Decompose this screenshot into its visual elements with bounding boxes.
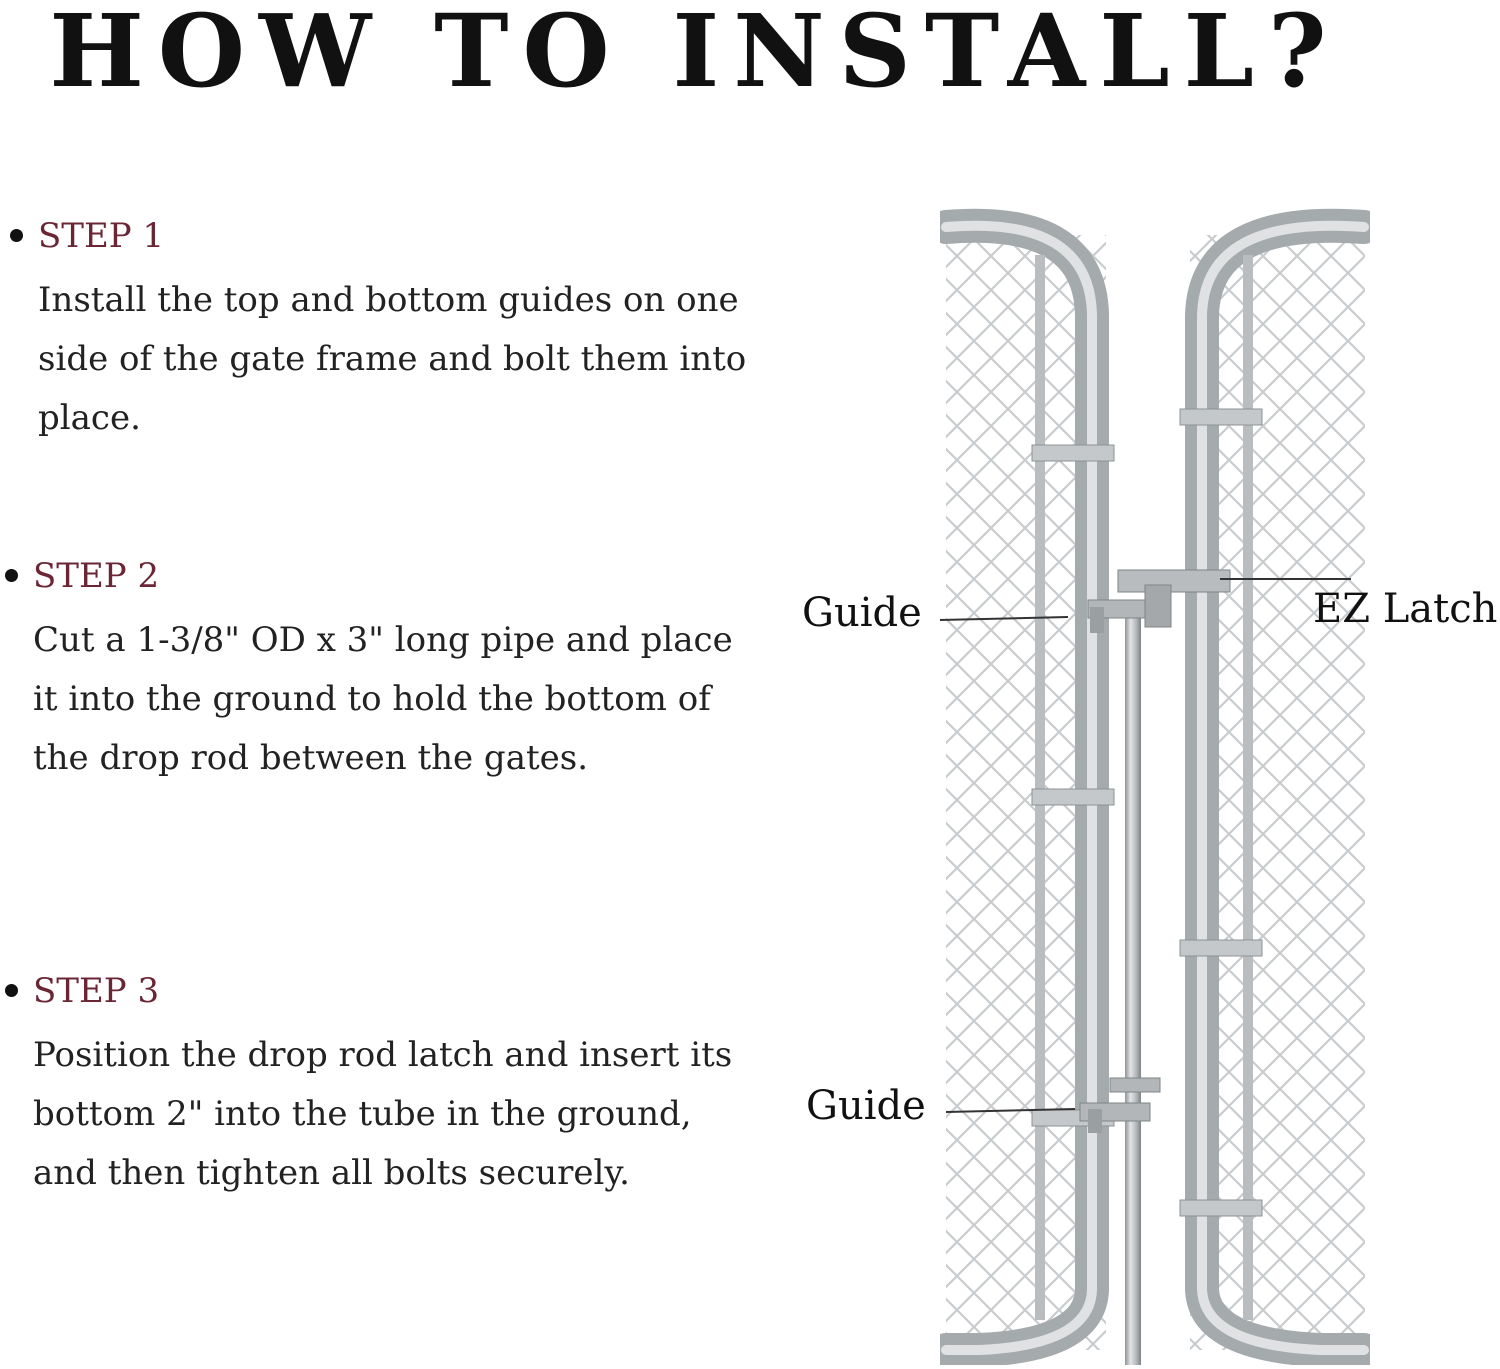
gate-illustration	[940, 205, 1370, 1365]
bottom-guide-bracket	[1110, 1078, 1160, 1092]
ez-latch-callout: EZ Latch	[1313, 586, 1498, 632]
step-2-description	[33, 611, 733, 788]
step-2-line: Cut a 1-3/8" OD x 3" long pipe and place	[33, 620, 733, 660]
step-1-line: Install the top and bottom guides on one	[38, 280, 739, 320]
ez-latch	[1118, 570, 1230, 592]
bullet-icon	[10, 229, 23, 242]
guide-top-callout: Guide	[802, 590, 922, 636]
bullet-icon	[5, 984, 18, 997]
step-2-line: it into the ground to hold the bottom of	[33, 679, 711, 719]
step-2-line: the drop rod between the gates.	[33, 738, 589, 778]
step-1-line: side of the gate frame and bolt them into	[38, 339, 747, 379]
step-1-label: STEP 1	[38, 216, 165, 256]
step-2	[33, 555, 733, 788]
step-3-line: Position the drop rod latch and insert its	[33, 1035, 733, 1075]
drop-rod	[1125, 605, 1141, 1365]
page-title: HOW TO INSTALL?	[49, 0, 1341, 110]
tension-band	[1180, 1200, 1262, 1216]
step-3-line: bottom 2" into the tube in the ground,	[33, 1094, 692, 1134]
step-3-label: STEP 3	[33, 971, 160, 1011]
step-3	[33, 970, 732, 1203]
guide-bottom-callout: Guide	[806, 1083, 926, 1129]
step-3-line: and then tighten all bolts securely.	[33, 1153, 630, 1193]
tension-band	[1180, 409, 1262, 425]
step-1-description	[38, 271, 746, 448]
tension-band	[1032, 789, 1114, 805]
tension-band	[1180, 940, 1262, 956]
bullet-icon	[5, 569, 18, 582]
step-2-label: STEP 2	[33, 556, 160, 596]
step-1	[38, 215, 746, 448]
step-1-line: place.	[38, 398, 141, 438]
tension-band	[1032, 445, 1114, 461]
step-3-description	[33, 1026, 732, 1203]
